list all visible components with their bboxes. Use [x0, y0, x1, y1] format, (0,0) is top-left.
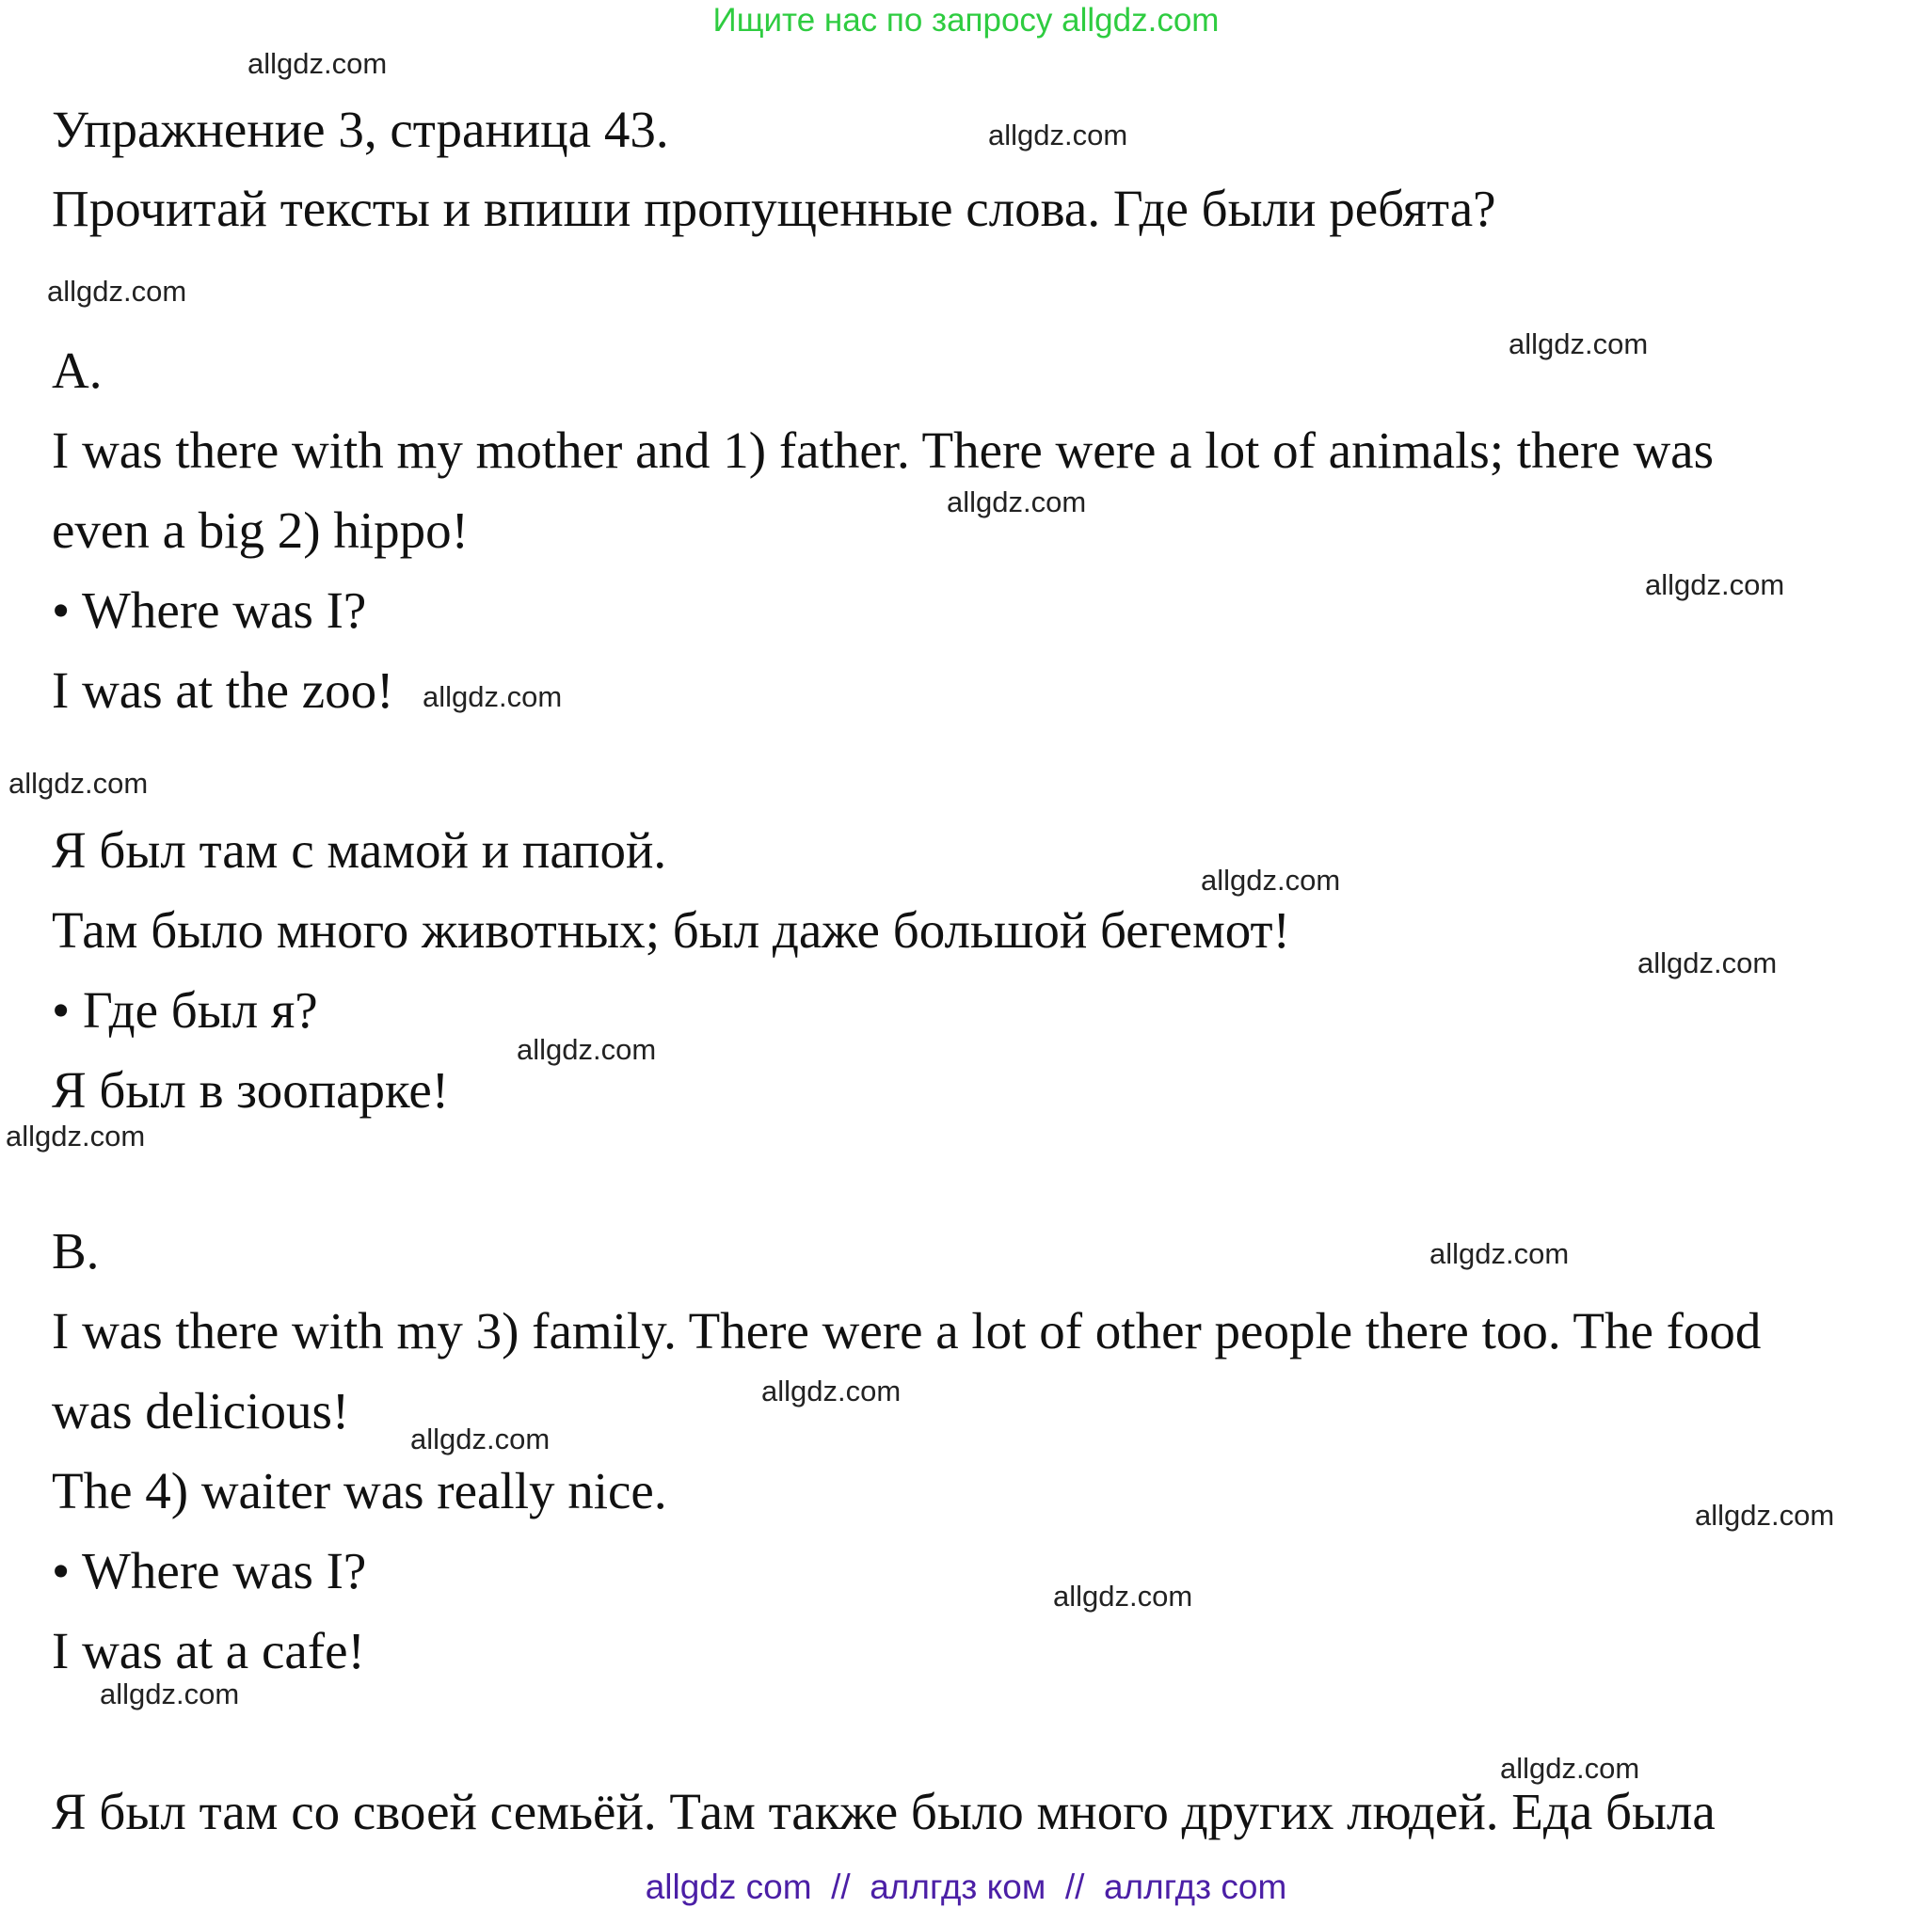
exercise-title: Упражнение 3, страница 43.: [52, 101, 669, 158]
bottom-site-banner: allgdz com // аллгдз ком // аллгдз com: [645, 1868, 1287, 1906]
section-a-text-line-1: I was there with my mother and 1) father. There were a lot of animals; there was: [52, 421, 1714, 479]
watermark: allgdz.com: [947, 485, 1087, 518]
section-a-translation-line-2: Там было много животных; был даже большой бегемот!: [52, 901, 1290, 959]
section-b-text-line-3: The 4) waiter was really nice.: [52, 1462, 667, 1519]
watermark: allgdz.com: [410, 1423, 551, 1455]
section-a-translation-answer: Я был в зоопарке!: [52, 1061, 450, 1119]
watermark: allgdz.com: [1695, 1499, 1835, 1532]
section-a-translation-line-1: Я был там с мамой и папой.: [52, 821, 667, 879]
watermark: allgdz.com: [1500, 1752, 1640, 1785]
section-b-text-line-2: was delicious!: [52, 1382, 350, 1439]
section-a-translation-question: • Где был я?: [52, 981, 318, 1039]
watermark: allgdz.com: [47, 275, 187, 308]
section-a-question: • Where was I?: [52, 581, 367, 639]
section-a-text-line-2: even a big 2) hippo!: [52, 501, 469, 559]
watermark: allgdz.com: [517, 1033, 657, 1066]
watermark: allgdz.com: [6, 1120, 146, 1153]
watermark: allgdz.com: [8, 767, 149, 800]
section-b-text-line-1: I was there with my 3) family. There were a lot of other people there too. The food: [52, 1302, 1762, 1359]
watermark: allgdz.com: [1509, 327, 1649, 360]
top-search-banner: Ищите нас по запросу allgdz.com: [712, 2, 1220, 39]
section-b-answer: I was at a cafe!: [52, 1622, 365, 1679]
section-a-answer: I was at the zoo!: [52, 661, 394, 719]
watermark: allgdz.com: [988, 119, 1128, 151]
watermark: allgdz.com: [423, 680, 563, 713]
watermark: allgdz.com: [761, 1375, 902, 1407]
watermark: allgdz.com: [1645, 568, 1785, 601]
watermark: allgdz.com: [100, 1677, 240, 1710]
section-a-label: A.: [52, 342, 103, 399]
watermark: allgdz.com: [1201, 864, 1341, 897]
section-b-question: • Where was I?: [52, 1542, 367, 1599]
watermark: allgdz.com: [1429, 1237, 1570, 1270]
watermark: allgdz.com: [247, 47, 388, 80]
exercise-instruction: Прочитай тексты и впиши пропущенные слова. Где были ребята?: [52, 180, 1496, 237]
section-b-translation-line-1: Я был там со своей семьёй. Там также было много других людей. Еда была: [52, 1783, 1716, 1840]
section-b-label: B.: [52, 1222, 100, 1280]
watermark: allgdz.com: [1053, 1580, 1193, 1613]
watermark: allgdz.com: [1637, 946, 1778, 979]
